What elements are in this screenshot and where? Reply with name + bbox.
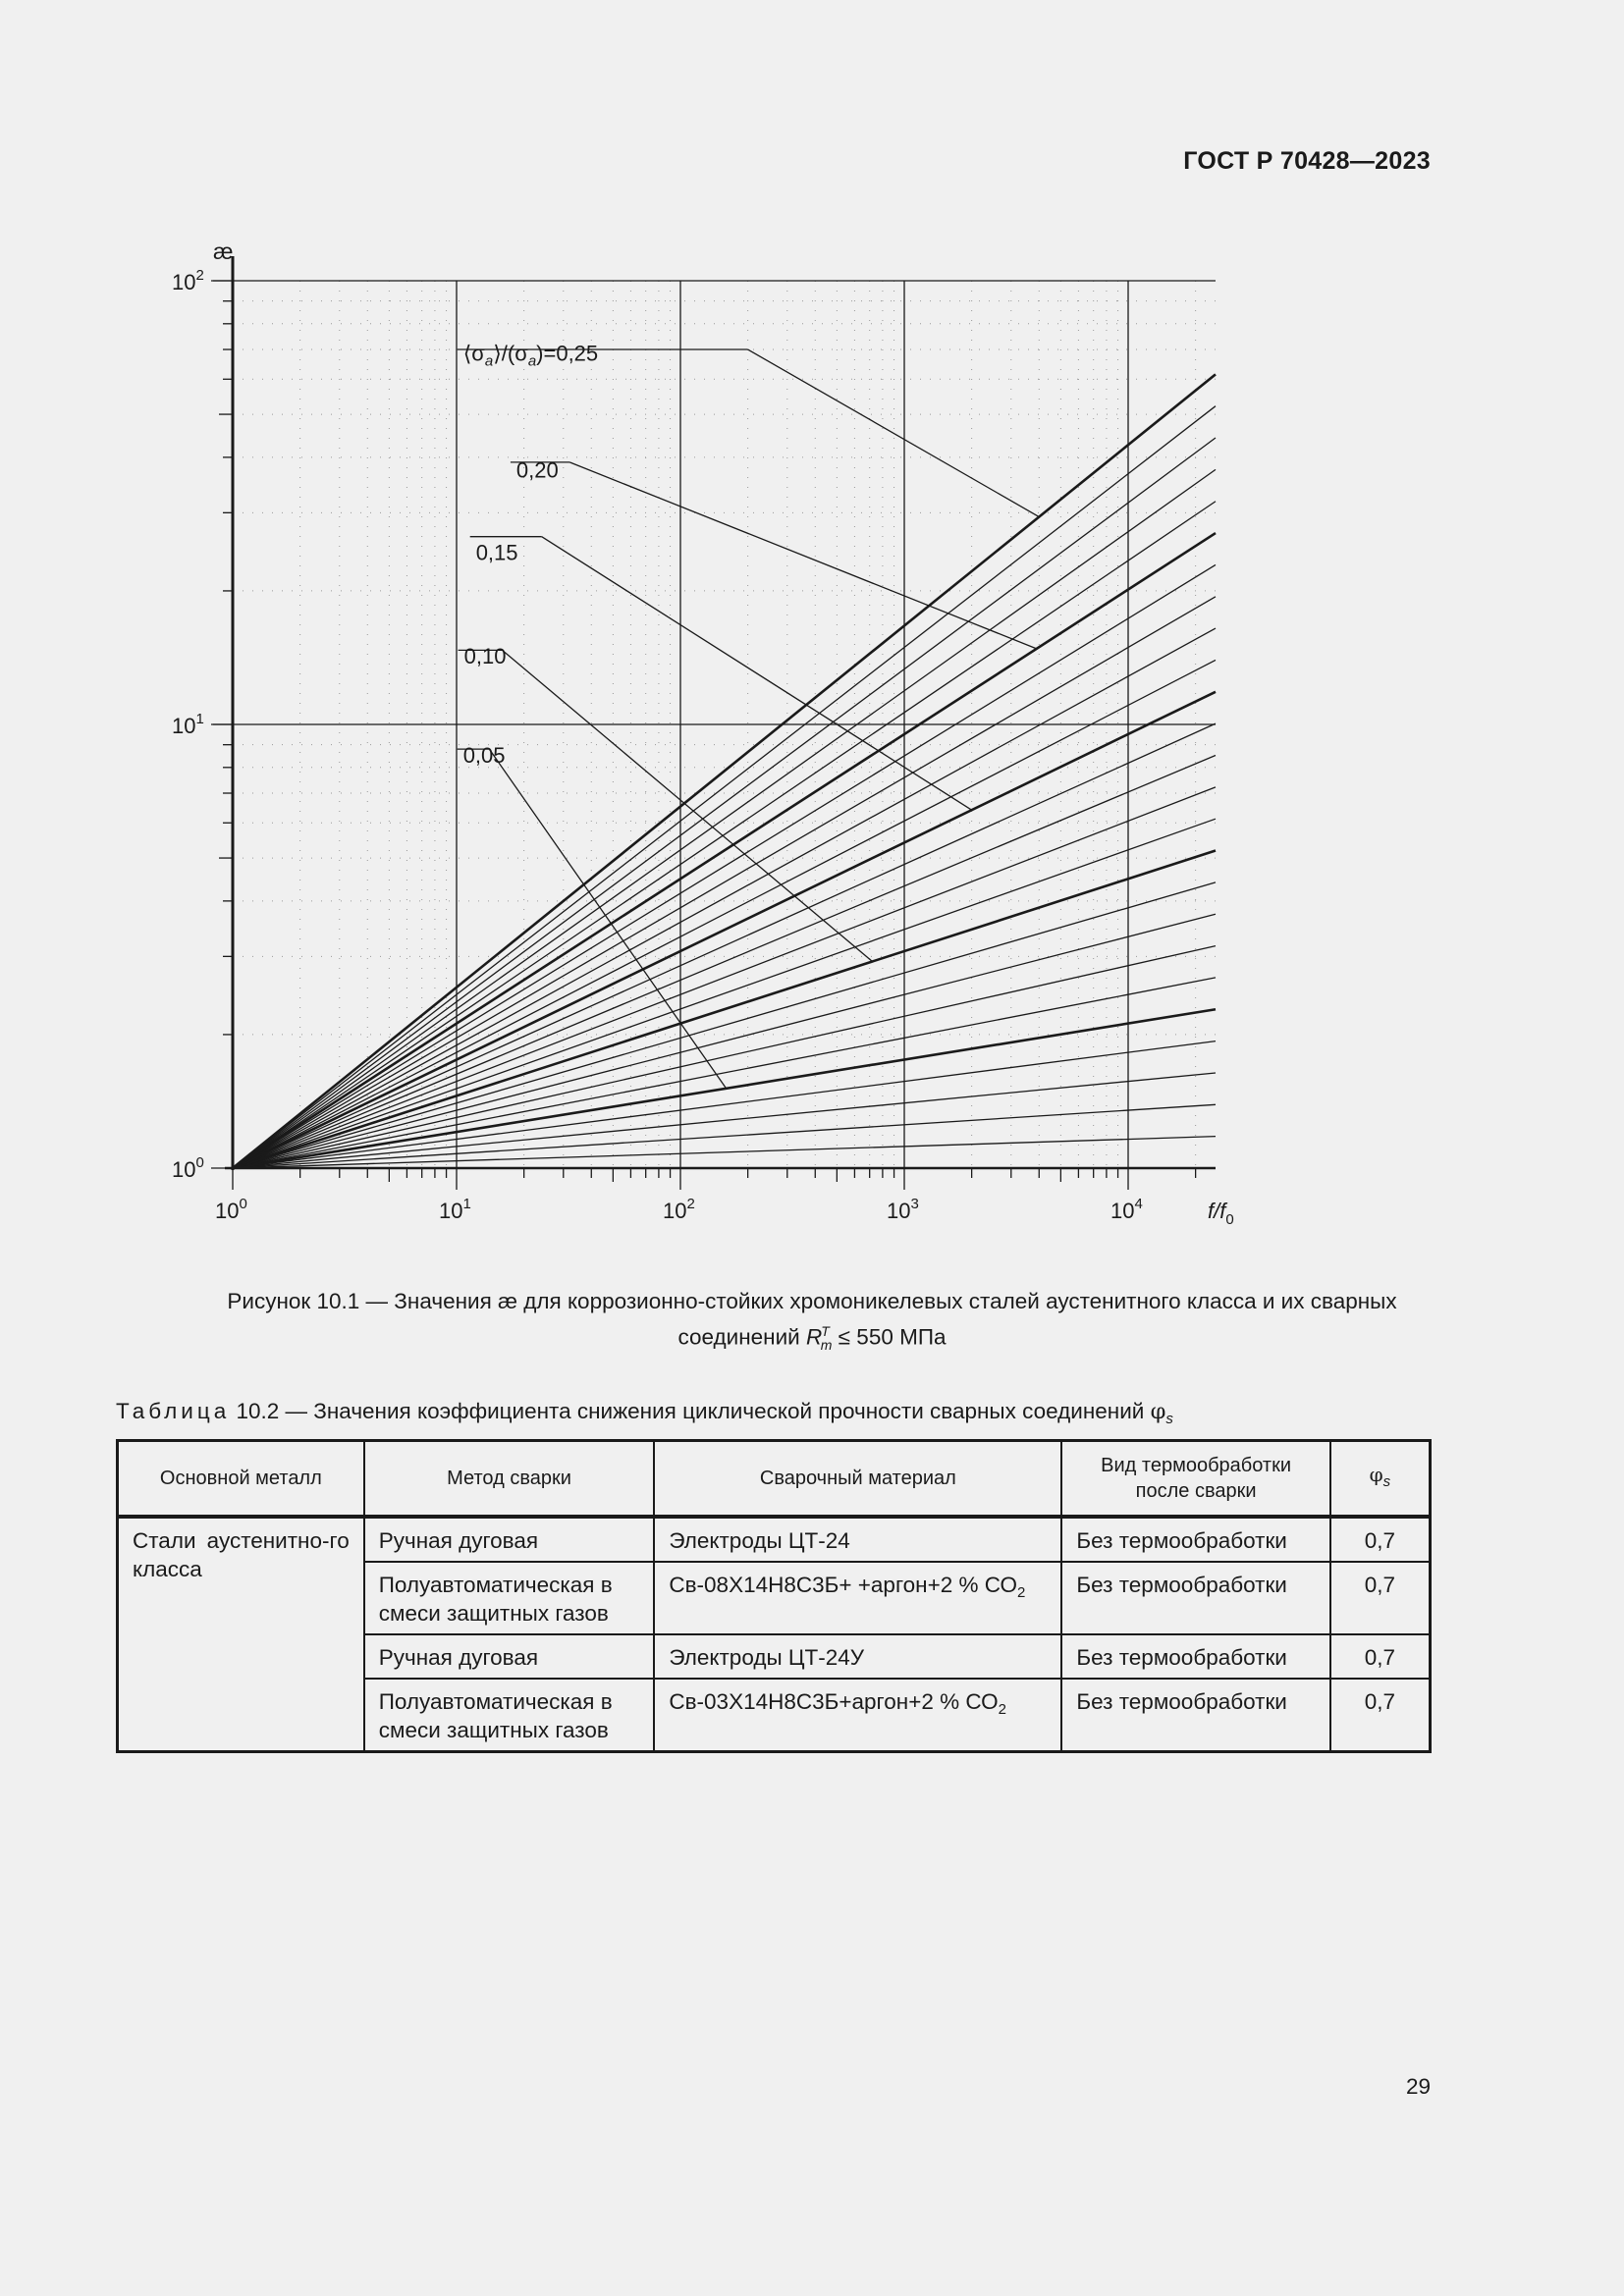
annotation-label: 0,15 (475, 540, 518, 565)
cell-method: Полуавтоматическая в смеси защитных газов (364, 1562, 655, 1634)
cell-phi: 0,7 (1330, 1562, 1431, 1634)
x-tick-label: $10^2$ (663, 1196, 695, 1223)
header-base-metal: Основной металл (118, 1441, 364, 1518)
series-line (233, 597, 1216, 1168)
table-header-row (118, 1441, 1431, 1518)
cell-method: Ручная дуговая (364, 1634, 655, 1679)
cell-material: Электроды ЦТ-24 (654, 1517, 1061, 1562)
table-title: Таблица 10.2 — Значения коэффициента снижения циклической прочности сварных соединений $\varphi_s$ (116, 1399, 1173, 1427)
series-line (233, 914, 1216, 1168)
figure-caption (108, 1286, 1516, 1361)
annotation-label: 0,10 (463, 644, 507, 669)
chart-axes (211, 256, 1216, 1190)
header-heat-treatment: Вид термообработки после сварки (1061, 1441, 1329, 1518)
cell-heat-treatment: Без термообработки (1061, 1517, 1329, 1562)
cell-base-metal: Стали аустенитно-го класса (118, 1517, 364, 1752)
series-line (233, 1041, 1216, 1168)
x-tick-label: $10^1$ (439, 1196, 471, 1223)
chart-grid (213, 281, 1216, 1168)
cell-heat-treatment: Без термообработки (1061, 1562, 1329, 1634)
y-tick-label: $10^2$ (172, 267, 204, 294)
series-line (233, 1104, 1216, 1168)
annotation-leader (569, 462, 1037, 649)
cell-material: Св-03Х14Н8С3Б+аргон+2 % $СО_2$ (654, 1679, 1061, 1752)
series-line (233, 374, 1216, 1168)
cell-heat-treatment: Без термообработки (1061, 1634, 1329, 1679)
series-line (233, 469, 1216, 1168)
y-tick-label: $10^0$ (172, 1154, 204, 1182)
series-line (233, 406, 1216, 1168)
caption-line-2: соединений $R^T_m \le 550$ МПа (677, 1323, 947, 1353)
series-line (233, 660, 1216, 1168)
x-tick-label: $10^4$ (1110, 1196, 1143, 1223)
cell-material: Св-08Х14Н8С3Б+ +аргон+2 % $СО_2$ (654, 1562, 1061, 1634)
series-line (233, 502, 1216, 1168)
series-line (233, 882, 1216, 1168)
cell-phi: 0,7 (1330, 1517, 1431, 1562)
y-tick-label: $10^1$ (172, 711, 204, 738)
caption-line-1: Рисунок 10.1 — Значения æ для коррозионно-стойких хромоникелевых сталей аустенитного класса и их сварных (227, 1289, 1397, 1313)
cell-phi: 0,7 (1330, 1679, 1431, 1752)
weld-coefficient-table (116, 1439, 1432, 1753)
cell-heat-treatment: Без термообработки (1061, 1679, 1329, 1752)
annotation-leader (489, 749, 726, 1089)
series-line (233, 1137, 1216, 1168)
series-line (233, 946, 1216, 1168)
header-method: Метод сварки (364, 1441, 655, 1518)
table-row (118, 1517, 1431, 1562)
x-tick-label: $10^0$ (215, 1196, 247, 1223)
annotation-leader (748, 349, 1040, 517)
annotation-label: $⟨\sigma_a⟩/(\sigma_a)=0,25$ (462, 341, 599, 370)
page-number: 29 (1405, 2074, 1431, 2099)
series-line (233, 755, 1216, 1168)
y-axis-label: æ (213, 239, 234, 264)
annotation-leader (542, 537, 972, 810)
annotation-label: 0,20 (515, 457, 559, 483)
series-line (233, 692, 1216, 1168)
cell-material: Электроды ЦТ-24У (654, 1634, 1061, 1679)
header-phi: $\varphi_s$ (1330, 1441, 1431, 1518)
x-tick-label: $10^3$ (887, 1196, 919, 1223)
series-line (233, 723, 1216, 1168)
annotation-label: 0,05 (462, 742, 506, 768)
x-axis-label: $f/f_0$ (1208, 1199, 1234, 1228)
header-material: Сварочный материал (654, 1441, 1061, 1518)
series-line (233, 787, 1216, 1168)
cell-method: Ручная дуговая (364, 1517, 655, 1562)
chart-lines (233, 374, 1216, 1168)
caption-symbol: R (805, 1324, 823, 1350)
cell-phi: 0,7 (1330, 1634, 1431, 1679)
series-line (233, 438, 1216, 1168)
document-id: ГОСТ Р 70428—2023 (1183, 147, 1431, 175)
series-line (233, 819, 1216, 1168)
series-line (233, 1009, 1216, 1168)
cell-method: Полуавтоматическая в смеси защитных газов (364, 1679, 655, 1752)
series-line (233, 564, 1216, 1168)
